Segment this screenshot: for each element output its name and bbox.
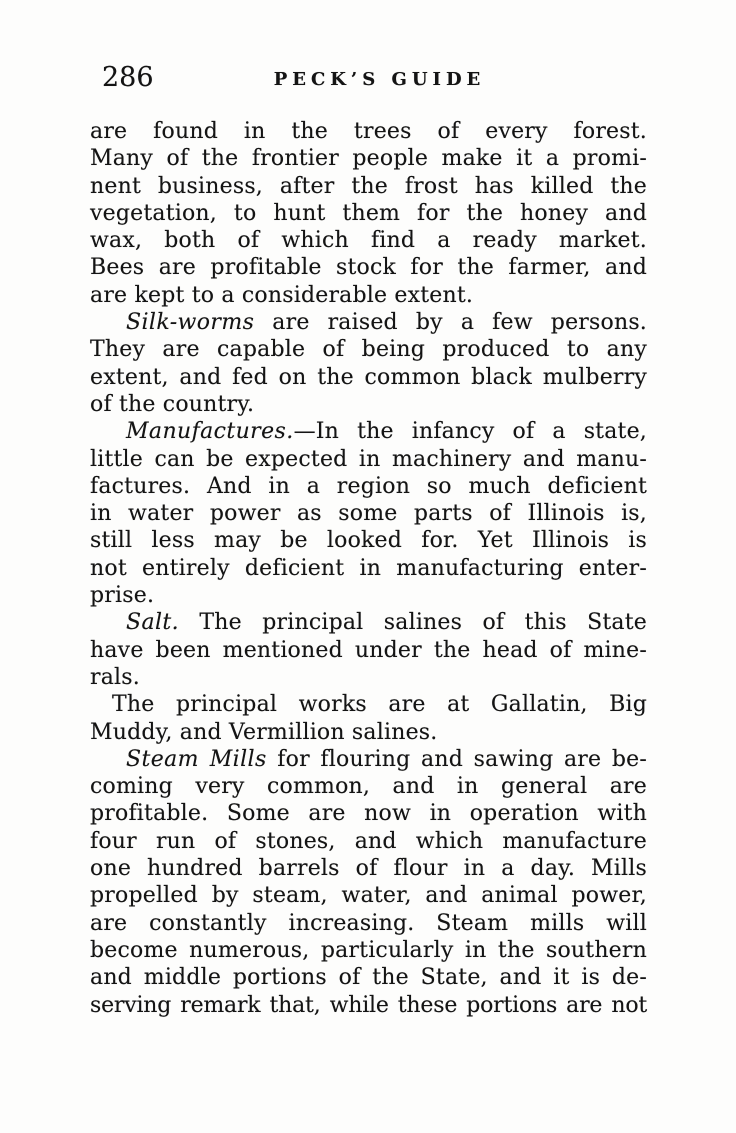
text-line: serving remark that, while these portions are not (90, 992, 647, 1018)
paragraph (90, 418, 647, 609)
text-line: in water power as some parts of Illinois is, (90, 501, 647, 527)
paragraph (90, 309, 647, 418)
text-line: become numerous, particularly in the southern (90, 937, 647, 963)
text-line: Many of the frontier people make it a promi- (90, 146, 647, 172)
text-line: little can be expected in machinery and manu- (90, 446, 647, 472)
text-line: factures. And in a region so much deficient (90, 473, 647, 499)
text-line: one hundred barrels of flour in a day. Mills (90, 856, 647, 882)
paragraph (90, 118, 647, 309)
page-header (90, 64, 647, 98)
text-line: are constantly increasing. Steam mills will (90, 910, 647, 936)
text-line: prise. (90, 583, 155, 609)
page-body (90, 118, 647, 1019)
text-line: wax, both of which find a ready market. (90, 228, 647, 254)
text-line: coming very common, and in general are (90, 774, 647, 800)
text-line: nent business, after the frost has killed the (90, 173, 647, 199)
text-line: four run of stones, and which manufacture (90, 828, 647, 854)
text-line: profitable. Some are now in operation with (90, 801, 647, 827)
page-number: 286 (102, 62, 154, 93)
text-line: and middle portions of the State, and it is de- (90, 965, 647, 991)
paragraph (90, 609, 647, 691)
running-title: PECK’S GUIDE (273, 69, 486, 90)
text-line: rals. (90, 664, 140, 690)
text-line: not entirely deficient in manufacturing enter- (90, 555, 647, 581)
italic-lead: Steam Mills (126, 746, 267, 772)
text-line: propelled by steam, water, and animal power, (90, 883, 647, 909)
text-line: Bees are profitable stock for the farmer, and (90, 255, 647, 281)
italic-lead: Silk-worms (126, 310, 255, 336)
text-line: The principal works are at Gallatin, Big (112, 692, 647, 718)
text-line: are kept to a considerable extent. (90, 282, 474, 308)
text-line: vegetation, to hunt them for the honey and (90, 200, 647, 226)
paragraph (90, 746, 647, 1019)
text-line: Steam Mills for flouring and sawing are be- (126, 746, 647, 772)
text-line: Salt. The principal salines of this State (126, 610, 647, 636)
italic-lead: Salt. (126, 610, 180, 636)
text-line: are found in the trees of every forest. (90, 119, 647, 144)
text-line: Muddy, and Vermillion salines. (90, 719, 438, 745)
text-line: extent, and fed on the common black mulberry (90, 364, 647, 390)
text-line: Silk-worms are raised by a few persons. (126, 310, 647, 336)
text-line: Manufactures.—In the infancy of a state, (126, 419, 647, 445)
text-line: They are capable of being produced to any (90, 337, 647, 363)
italic-lead: Manufactures. (126, 419, 294, 445)
text-line: of the country. (90, 391, 255, 417)
text-line: still less may be looked for. Yet Illinois is (90, 528, 647, 554)
paragraph (90, 691, 647, 746)
text-line: have been mentioned under the head of mine- (90, 637, 647, 663)
